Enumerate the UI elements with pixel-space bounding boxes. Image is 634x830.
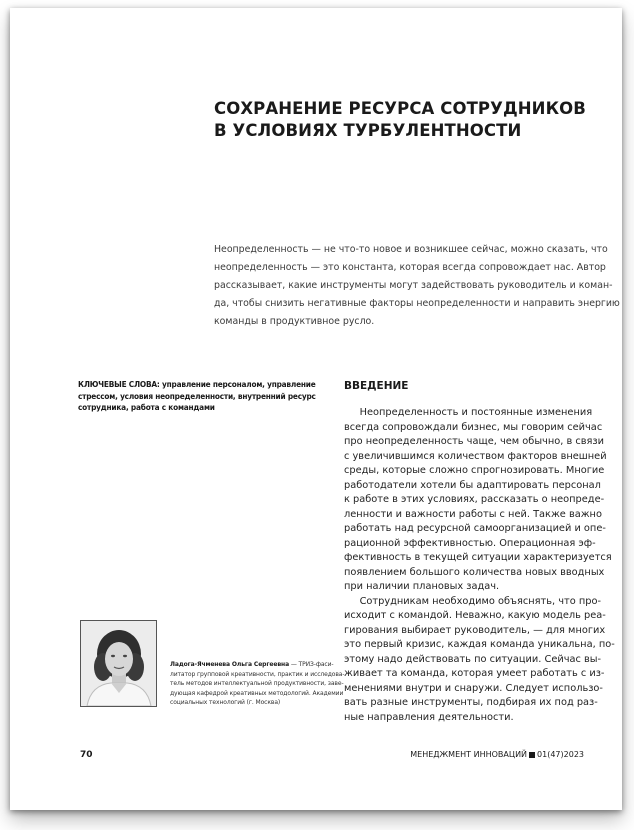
article-title — [214, 98, 594, 142]
section-heading: ВВЕДЕНИЕ — [344, 380, 409, 392]
body-line: ленности и важности работы с ней. Также важно — [344, 508, 602, 520]
keywords-text: стрессом, условия неопределенности, внутренний ресурс — [78, 390, 316, 401]
body-line: Неопределенность и постоянные изменения — [344, 407, 593, 418]
abstract-line: да, чтобы снизить негативные факторы неопределенности и направить энергию — [214, 298, 620, 309]
body-line: менениями внутри и снаружи. Следует использо- — [344, 682, 603, 694]
body-line: гирования выбирает руководитель, — для многих — [344, 624, 606, 636]
body-line: к работе в этих условиях, рассказать о неопреде- — [344, 494, 605, 505]
author-name: Ладога-Ячменева Ольга Сергеевна — [170, 661, 290, 668]
body-line: Сотрудникам необходимо объяснять, что про- — [344, 595, 602, 607]
author-bio-line: тель методов интеллектуальной продуктивности, заве- — [170, 680, 344, 688]
body-line: всегда сопровождали бизнес, мы говорим сейчас — [344, 421, 603, 433]
body-line: работодатели хотели бы адаптировать персонал — [344, 479, 601, 491]
body-line: вать разные инструменты, подбирая их под раз- — [344, 697, 598, 708]
author-info — [170, 660, 350, 708]
journal-footer — [410, 750, 584, 759]
body-line: этому надо действовать по ситуации. Сейчас вы- — [344, 653, 602, 665]
body-line: живает та команда, которая умеет работать с из- — [344, 668, 605, 679]
title-line: СОХРАНЕНИЕ РЕСУРСА СОТРУДНИКОВ — [214, 99, 586, 118]
article-abstract — [214, 241, 620, 331]
body-line: среды, которые сложно спрогнозировать. Многие — [344, 465, 605, 476]
author-bio-line: литатор групповой креативности, практик и исследова- — [170, 670, 345, 678]
article-body — [344, 406, 614, 725]
title-line: В УСЛОВИЯХ ТУРБУЛЕНТНОСТИ — [214, 121, 522, 140]
author-photo — [80, 620, 157, 707]
author-bio-line: социальных технологий (г. Москва) — [170, 699, 281, 707]
body-line: с увеличившимся количеством факторов внешней — [344, 450, 607, 462]
abstract-line: неопределенность — это константа, которая всегда сопровождает нас. Автор — [214, 262, 606, 273]
body-line: ные направления деятельности. — [344, 711, 514, 723]
abstract-line: рассказывает, какие инструменты могут задействовать руководитель и коман- — [214, 280, 613, 291]
abstract-line: команды в продуктивное русло. — [214, 316, 375, 327]
author-portrait-image — [81, 621, 156, 706]
keywords-block — [78, 379, 318, 414]
keywords-text: сотрудника, работа с командами — [78, 402, 215, 412]
author-bio-line: дующая кафедрой креативных методологий. Академии — [170, 689, 344, 697]
page-number: 70 — [80, 750, 93, 760]
body-line: это первый кризис, каждая команда уникальна, по- — [344, 639, 615, 650]
journal-name: МЕНЕДЖМЕНТ ИННОВАЦИЙ — [410, 750, 528, 759]
square-icon — [529, 752, 535, 758]
body-line: исходит с командой. Неважно, какую модель реа- — [344, 610, 606, 621]
body-line: при наличии плановых задач. — [344, 581, 500, 592]
body-line: появлением большого количества новых вводных — [344, 566, 605, 578]
keywords-text: управление персоналом, управление — [159, 379, 316, 389]
abstract-line: Неопределенность — не что-то новое и возникшее сейчас, можно сказать, что — [214, 244, 608, 255]
author-bio: — ТРИЗ-фаси- — [289, 661, 334, 668]
journal-page — [10, 8, 622, 810]
journal-issue: 01(47)2023 — [537, 750, 584, 759]
body-line: рационной эффективностью. Операционная эф- — [344, 537, 596, 549]
body-line: про неопределенность чаще, чем обычно, в связи — [344, 436, 604, 447]
body-line: работать над ресурсной самоорганизацией и опе- — [344, 523, 606, 534]
body-line: фективность в текущей ситуации характеризуется — [344, 552, 612, 563]
keywords-label: КЛЮЧЕВЫЕ СЛОВА: — [78, 379, 160, 389]
